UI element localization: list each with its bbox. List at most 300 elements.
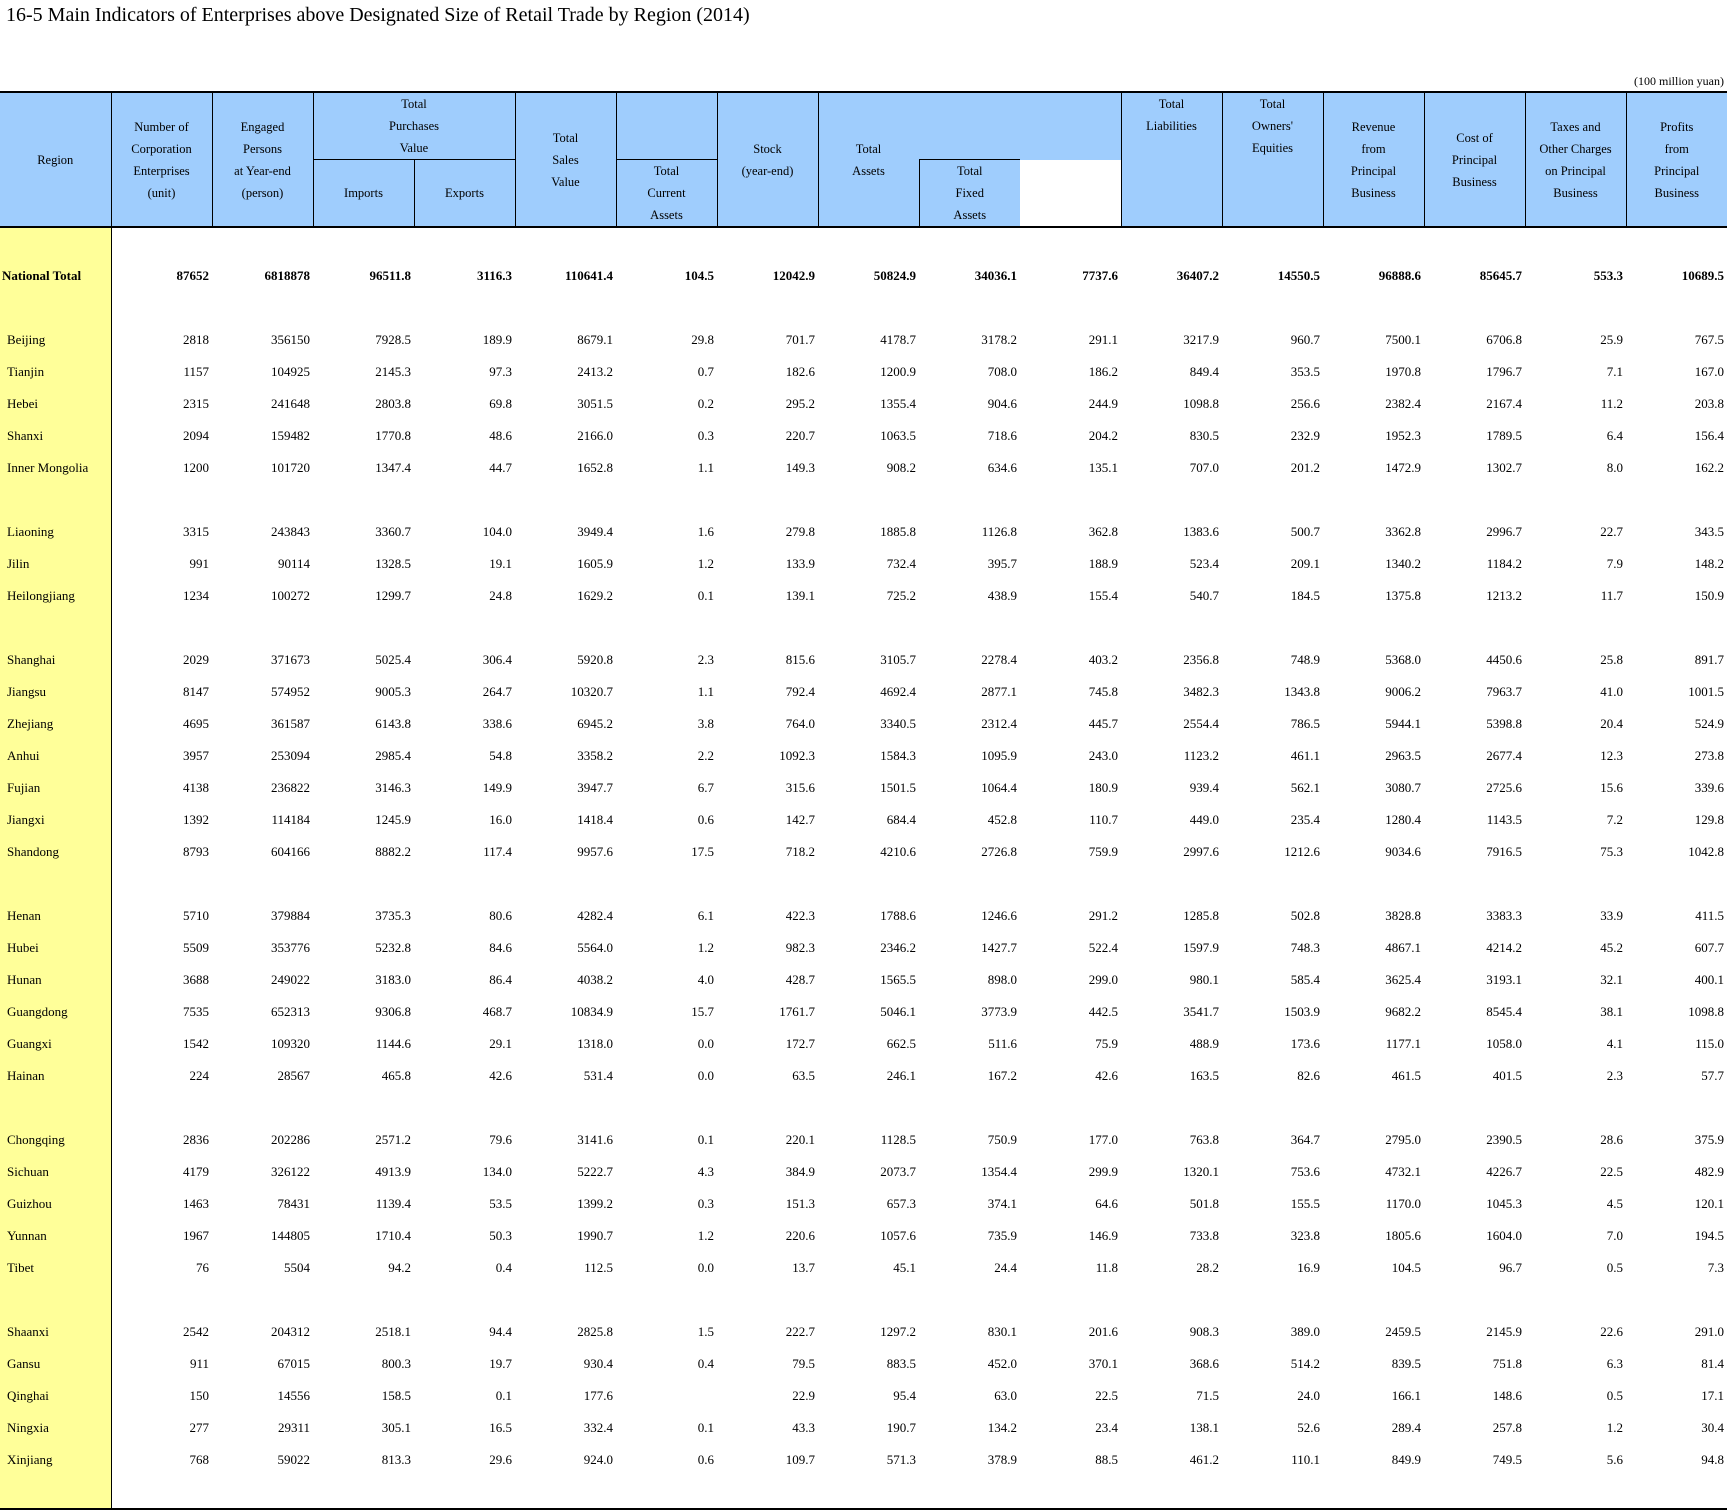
- value-cell: 657.3: [886, 1196, 916, 1211]
- empty-cell: [1222, 1092, 1323, 1124]
- value-cell: 2413.2: [577, 364, 613, 379]
- value-cell: 323.8: [1290, 1228, 1320, 1243]
- value-cell: 148.6: [1492, 1388, 1522, 1403]
- empty-cell: [515, 868, 616, 900]
- value-cell: 19.7: [489, 1356, 512, 1371]
- value-cell: 718.6: [987, 428, 1017, 443]
- value-cell: 1354.4: [981, 1164, 1017, 1179]
- value-cell: 5920.8: [577, 652, 613, 667]
- value-cell: 0.3: [697, 428, 714, 443]
- region-cell: Anhui: [0, 740, 111, 772]
- value-cell: 201.2: [1290, 460, 1320, 475]
- value-cell: 0.5: [1606, 1388, 1623, 1403]
- value-cell: 110.1: [1291, 1452, 1320, 1467]
- value-cell: 980.1: [1189, 972, 1219, 987]
- value-cell: 2312.4: [981, 716, 1017, 731]
- value-cell: 9006.2: [1385, 684, 1421, 699]
- value-cell: 9034.6: [1385, 844, 1421, 859]
- header-total-sales: [515, 92, 616, 227]
- region-cell: National Total: [0, 260, 111, 292]
- value-cell: 571.3: [886, 1452, 916, 1467]
- spacer-row: [0, 227, 1727, 260]
- value-cell: 1427.7: [981, 940, 1017, 955]
- value-cell: 315.6: [785, 780, 815, 795]
- value-cell: 110641.4: [564, 268, 613, 283]
- value-cell: 291.1: [1088, 332, 1118, 347]
- value-cell: 14556: [277, 1388, 310, 1403]
- value-cell: 5504: [284, 1260, 310, 1275]
- value-cell: 3541.7: [1183, 1004, 1219, 1019]
- value-cell: 30.4: [1701, 1420, 1724, 1435]
- value-cell: 1501.5: [880, 780, 916, 795]
- value-cell: 244.9: [1088, 396, 1118, 411]
- value-cell: 898.0: [987, 972, 1017, 987]
- value-cell: 3688: [183, 972, 209, 987]
- value-cell: 1652.8: [577, 460, 613, 475]
- value-cell: 100272: [271, 588, 310, 603]
- value-cell: 13.7: [792, 1260, 815, 1275]
- value-cell: 7.9: [1606, 556, 1623, 571]
- empty-cell: [717, 1284, 818, 1316]
- value-cell: 3358.2: [577, 748, 613, 763]
- value-cell: 64.6: [1095, 1196, 1118, 1211]
- value-cell: 960.7: [1290, 332, 1320, 347]
- value-cell: 3051.5: [577, 396, 613, 411]
- value-cell: 652313: [271, 1004, 310, 1019]
- region-cell: Shanghai: [0, 644, 111, 676]
- empty-cell: [616, 612, 717, 644]
- value-cell: 1472.9: [1385, 460, 1421, 475]
- value-cell: 220.1: [785, 1132, 815, 1147]
- value-cell: 4867.1: [1385, 940, 1421, 955]
- value-cell: 1245.9: [375, 812, 411, 827]
- empty-cell: [111, 868, 212, 900]
- value-cell: 5398.8: [1486, 716, 1522, 731]
- value-cell: 911: [189, 1356, 209, 1371]
- value-cell: 8147: [183, 684, 209, 699]
- value-cell: 10689.5: [1681, 268, 1724, 283]
- header-sales-group: [616, 92, 717, 160]
- value-cell: 7.0: [1606, 1228, 1623, 1243]
- value-cell: 326122: [271, 1164, 310, 1179]
- value-cell: 3625.4: [1385, 972, 1421, 987]
- empty-cell: [212, 1092, 313, 1124]
- value-cell: 5564.0: [577, 940, 613, 955]
- value-cell: 908.3: [1189, 1324, 1219, 1339]
- empty-cell: [1222, 484, 1323, 516]
- value-cell: 4.5: [1606, 1196, 1623, 1211]
- value-cell: 81.4: [1701, 1356, 1724, 1371]
- value-cell: 2985.4: [375, 748, 411, 763]
- empty-cell: [919, 612, 1020, 644]
- region-cell: [0, 1092, 111, 1124]
- header-total-assets: [818, 92, 919, 227]
- value-cell: 389.0: [1290, 1324, 1320, 1339]
- empty-cell: [313, 868, 414, 900]
- value-cell: 158.5: [381, 1388, 411, 1403]
- empty-cell: [717, 484, 818, 516]
- value-cell: 2166.0: [577, 428, 613, 443]
- region-cell: Hunan: [0, 964, 111, 996]
- empty-cell: [212, 484, 313, 516]
- header-line: from: [1361, 141, 1386, 156]
- value-cell: 177.0: [1088, 1132, 1118, 1147]
- value-cell: 338.6: [482, 716, 512, 731]
- value-cell: 1212.6: [1284, 844, 1320, 859]
- value-cell: 1.5: [697, 1324, 714, 1339]
- value-cell: 299.0: [1088, 972, 1118, 987]
- value-cell: 133.9: [785, 556, 815, 571]
- region-cell: Tianjin: [0, 356, 111, 388]
- value-cell: 745.8: [1088, 684, 1118, 699]
- value-cell: 2571.2: [375, 1132, 411, 1147]
- value-cell: 356150: [271, 332, 310, 347]
- value-cell: 115.0: [1695, 1036, 1724, 1051]
- empty-cell: [818, 292, 919, 324]
- value-cell: 2996.7: [1486, 524, 1522, 539]
- value-cell: 0.1: [495, 1388, 512, 1403]
- value-cell: 1503.9: [1284, 1004, 1320, 1019]
- value-cell: 6143.8: [375, 716, 411, 731]
- value-cell: 28567: [277, 1068, 310, 1083]
- value-cell: 1970.8: [1385, 364, 1421, 379]
- value-cell: 194.5: [1694, 1228, 1724, 1243]
- value-cell: 155.5: [1290, 1196, 1320, 1211]
- table-row: [0, 1156, 1727, 1188]
- empty-cell: [919, 292, 1020, 324]
- table-row: [0, 452, 1727, 484]
- value-cell: 29.8: [691, 332, 714, 347]
- value-cell: 764.0: [785, 716, 815, 731]
- header-line: Equities: [1252, 141, 1293, 155]
- value-cell: 306.4: [482, 652, 512, 667]
- empty-cell: [616, 292, 717, 324]
- value-cell: 20.4: [1600, 716, 1623, 731]
- empty-cell: [1222, 1284, 1323, 1316]
- empty-cell: [212, 1284, 313, 1316]
- spacer-row: [0, 612, 1727, 644]
- value-cell: 2315: [183, 396, 209, 411]
- value-cell: 4.0: [697, 972, 714, 987]
- value-cell: 69.8: [489, 396, 512, 411]
- header-line: Stock: [753, 141, 782, 156]
- region-cell: [0, 227, 111, 260]
- value-cell: 1095.9: [981, 748, 1017, 763]
- value-cell: 257.8: [1492, 1420, 1522, 1435]
- value-cell: 452.8: [987, 812, 1017, 827]
- value-cell: 482.9: [1694, 1164, 1724, 1179]
- empty-cell: [1525, 1092, 1626, 1124]
- value-cell: 5025.4: [375, 652, 411, 667]
- header-line: Total: [855, 141, 882, 156]
- value-cell: 3362.8: [1385, 524, 1421, 539]
- value-cell: 0.2: [697, 396, 714, 411]
- value-cell: 2677.4: [1486, 748, 1522, 763]
- value-cell: 540.7: [1189, 588, 1219, 603]
- region-cell: Jilin: [0, 548, 111, 580]
- value-cell: 0.4: [697, 1356, 714, 1371]
- header-revenue: [1323, 92, 1424, 227]
- empty-cell: [1525, 1284, 1626, 1316]
- value-cell: 574952: [271, 684, 310, 699]
- table-row: [0, 1220, 1727, 1252]
- value-cell: 800.3: [381, 1356, 411, 1371]
- spacer-row: [0, 1092, 1727, 1124]
- value-cell: 85645.7: [1479, 268, 1522, 283]
- value-cell: 3178.2: [981, 332, 1017, 347]
- value-cell: 449.0: [1189, 812, 1219, 827]
- empty-cell: [616, 484, 717, 516]
- value-cell: 12042.9: [772, 268, 815, 283]
- value-cell: 370.1: [1088, 1356, 1118, 1371]
- value-cell: 1280.4: [1385, 812, 1421, 827]
- header-stock: [717, 92, 818, 227]
- value-cell: 0.6: [697, 1452, 714, 1467]
- value-cell: 249022: [271, 972, 310, 987]
- value-cell: 1.1: [697, 460, 714, 475]
- value-cell: 42.6: [1095, 1068, 1118, 1083]
- value-cell: 59022: [277, 1452, 310, 1467]
- value-cell: 54.8: [489, 748, 512, 763]
- value-cell: 1058.0: [1486, 1036, 1522, 1051]
- value-cell: 364.7: [1290, 1132, 1320, 1147]
- value-cell: 1064.4: [981, 780, 1017, 795]
- value-cell: 134.2: [987, 1420, 1017, 1435]
- empty-cell: [1121, 292, 1222, 324]
- empty-cell: [818, 612, 919, 644]
- region-cell: Guangxi: [0, 1028, 111, 1060]
- value-cell: 9306.8: [375, 1004, 411, 1019]
- value-cell: 43.3: [792, 1420, 815, 1435]
- region-cell: [0, 484, 111, 516]
- value-cell: 16.9: [1297, 1260, 1320, 1275]
- empty-cell: [1020, 1092, 1121, 1124]
- empty-cell: [919, 484, 1020, 516]
- region-cell: Hebei: [0, 388, 111, 420]
- table-row: [0, 516, 1727, 548]
- value-cell: 684.4: [886, 812, 916, 827]
- value-cell: 167.2: [987, 1068, 1017, 1083]
- value-cell: 17.5: [691, 844, 714, 859]
- table-row: [0, 580, 1727, 612]
- value-cell: 5944.1: [1385, 716, 1421, 731]
- value-cell: 523.4: [1189, 556, 1219, 571]
- value-cell: 94.4: [489, 1324, 512, 1339]
- value-cell: 461.2: [1189, 1452, 1219, 1467]
- value-cell: 253094: [271, 748, 310, 763]
- value-cell: 243.0: [1088, 748, 1118, 763]
- header-total-purchases: [313, 92, 515, 160]
- value-cell: 1200: [183, 460, 209, 475]
- value-cell: 353.5: [1290, 364, 1320, 379]
- value-cell: 146.9: [1088, 1228, 1118, 1243]
- spacer-row: [0, 868, 1727, 900]
- value-cell: 4282.4: [577, 908, 613, 923]
- table-row: [0, 996, 1727, 1028]
- value-cell: 63.5: [792, 1068, 815, 1083]
- value-cell: 232.9: [1290, 428, 1320, 443]
- spacer-row: [0, 1284, 1727, 1316]
- value-cell: 488.9: [1189, 1036, 1219, 1051]
- value-cell: 1144.6: [375, 1036, 411, 1051]
- value-cell: 891.7: [1694, 652, 1724, 667]
- value-cell: 8679.1: [577, 332, 613, 347]
- value-cell: 3949.4: [577, 524, 613, 539]
- value-cell: 241648: [271, 396, 310, 411]
- value-cell: 1383.6: [1183, 524, 1219, 539]
- empty-cell: [313, 292, 414, 324]
- value-cell: 500.7: [1290, 524, 1320, 539]
- value-cell: 299.9: [1088, 1164, 1118, 1179]
- value-cell: 150.9: [1694, 588, 1724, 603]
- value-cell: 759.9: [1088, 844, 1118, 859]
- header-line: Principal: [1654, 163, 1700, 178]
- header-line: Assets: [953, 208, 987, 222]
- value-cell: 2825.8: [577, 1324, 613, 1339]
- value-cell: 109.7: [785, 1452, 815, 1467]
- value-cell: 1.2: [697, 1228, 714, 1243]
- value-cell: 45.1: [893, 1260, 916, 1275]
- empty-cell: [111, 1284, 212, 1316]
- value-cell: 849.4: [1189, 364, 1219, 379]
- value-cell: 11.2: [1600, 396, 1623, 411]
- value-cell: 94.8: [1701, 1452, 1724, 1467]
- table-row: [0, 708, 1727, 740]
- header-line: Value: [551, 174, 580, 189]
- header-line: Business: [1452, 174, 1497, 189]
- value-cell: 585.4: [1290, 972, 1320, 987]
- value-cell: 531.4: [583, 1068, 613, 1083]
- value-cell: 209.1: [1290, 556, 1320, 571]
- value-cell: 22.6: [1600, 1324, 1623, 1339]
- value-cell: 4210.6: [880, 844, 916, 859]
- empty-cell: [1020, 612, 1121, 644]
- value-cell: 220.6: [785, 1228, 815, 1243]
- empty-cell: [1121, 484, 1222, 516]
- empty-cell: [313, 612, 414, 644]
- region-cell: Hainan: [0, 1060, 111, 1092]
- value-cell: 7535: [183, 1004, 209, 1019]
- empty-cell: [1424, 868, 1525, 900]
- value-cell: 90114: [277, 556, 310, 571]
- empty-cell: [111, 227, 212, 260]
- empty-cell: [111, 1092, 212, 1124]
- value-cell: 79.5: [792, 1356, 815, 1371]
- table-row: [0, 964, 1727, 996]
- value-cell: 201.6: [1088, 1324, 1118, 1339]
- empty-cell: [818, 868, 919, 900]
- value-cell: 9005.3: [375, 684, 411, 699]
- value-cell: 246.1: [886, 1068, 916, 1083]
- value-cell: 22.7: [1600, 524, 1623, 539]
- value-cell: 339.6: [1694, 780, 1724, 795]
- value-cell: 173.6: [1290, 1036, 1320, 1051]
- value-cell: 343.5: [1694, 524, 1724, 539]
- header-line: Revenue: [1351, 119, 1396, 134]
- value-cell: 708.0: [987, 364, 1017, 379]
- value-cell: 3146.3: [375, 780, 411, 795]
- value-cell: 4179: [183, 1164, 209, 1179]
- empty-cell: [414, 227, 515, 260]
- value-cell: 735.9: [987, 1228, 1017, 1243]
- value-cell: 701.7: [785, 332, 815, 347]
- empty-cell: [515, 227, 616, 260]
- region-cell: Shandong: [0, 836, 111, 868]
- value-cell: 1126.8: [981, 524, 1017, 539]
- value-cell: 6.4: [1606, 428, 1623, 443]
- header-line: Current: [647, 186, 686, 200]
- value-cell: 5368.0: [1385, 652, 1421, 667]
- header-line: Persons: [243, 141, 282, 156]
- value-cell: 4695: [183, 716, 209, 731]
- value-cell: 1128.5: [880, 1132, 916, 1147]
- value-cell: 1063.5: [880, 428, 916, 443]
- value-cell: 4692.4: [880, 684, 916, 699]
- empty-cell: [717, 612, 818, 644]
- value-cell: 243843: [271, 524, 310, 539]
- empty-cell: [616, 227, 717, 260]
- header-line: (person): [241, 185, 284, 200]
- value-cell: 6706.8: [1486, 332, 1522, 347]
- header-line: Total: [1158, 97, 1185, 111]
- empty-cell: [515, 1092, 616, 1124]
- value-cell: 384.9: [785, 1164, 815, 1179]
- header-line: at Year-end: [234, 163, 291, 178]
- value-cell: 4913.9: [375, 1164, 411, 1179]
- value-cell: 1584.3: [880, 748, 916, 763]
- spacer-row: [0, 292, 1727, 324]
- table-row: [0, 1060, 1727, 1092]
- value-cell: 445.7: [1088, 716, 1118, 731]
- empty-cell: [212, 868, 313, 900]
- value-cell: 104925: [271, 364, 310, 379]
- value-cell: 16.0: [489, 812, 512, 827]
- value-cell: 104.5: [684, 268, 714, 283]
- empty-cell: [717, 292, 818, 324]
- header-line: Enterprises: [133, 163, 190, 178]
- value-cell: 1.2: [1606, 1420, 1623, 1435]
- value-cell: 236822: [271, 780, 310, 795]
- value-cell: 1001.5: [1688, 684, 1724, 699]
- value-cell: 11.7: [1600, 588, 1623, 603]
- value-cell: 8882.2: [375, 844, 411, 859]
- empty-cell: [515, 1284, 616, 1316]
- empty-cell: [515, 612, 616, 644]
- value-cell: 142.7: [785, 812, 815, 827]
- value-cell: 411.5: [1695, 908, 1724, 923]
- value-cell: 19.1: [489, 556, 512, 571]
- empty-cell: [212, 227, 313, 260]
- value-cell: 14550.5: [1277, 268, 1320, 283]
- region-cell: Zhejiang: [0, 708, 111, 740]
- value-cell: 2278.4: [981, 652, 1017, 667]
- table-row: [0, 1188, 1727, 1220]
- value-cell: 1375.8: [1385, 588, 1421, 603]
- region-cell: Chongqing: [0, 1124, 111, 1156]
- empty-cell: [1323, 612, 1424, 644]
- value-cell: 1213.2: [1486, 588, 1522, 603]
- value-cell: 75.9: [1095, 1036, 1118, 1051]
- empty-cell: [717, 227, 818, 260]
- value-cell: 1157: [183, 364, 209, 379]
- value-cell: 63.0: [994, 1388, 1017, 1403]
- value-cell: 815.6: [785, 652, 815, 667]
- header-line: Total: [552, 130, 579, 145]
- header-line: Engaged: [240, 119, 285, 134]
- value-cell: 0.0: [697, 1036, 714, 1051]
- value-cell: 295.2: [785, 396, 815, 411]
- header-line: Fixed: [955, 186, 984, 200]
